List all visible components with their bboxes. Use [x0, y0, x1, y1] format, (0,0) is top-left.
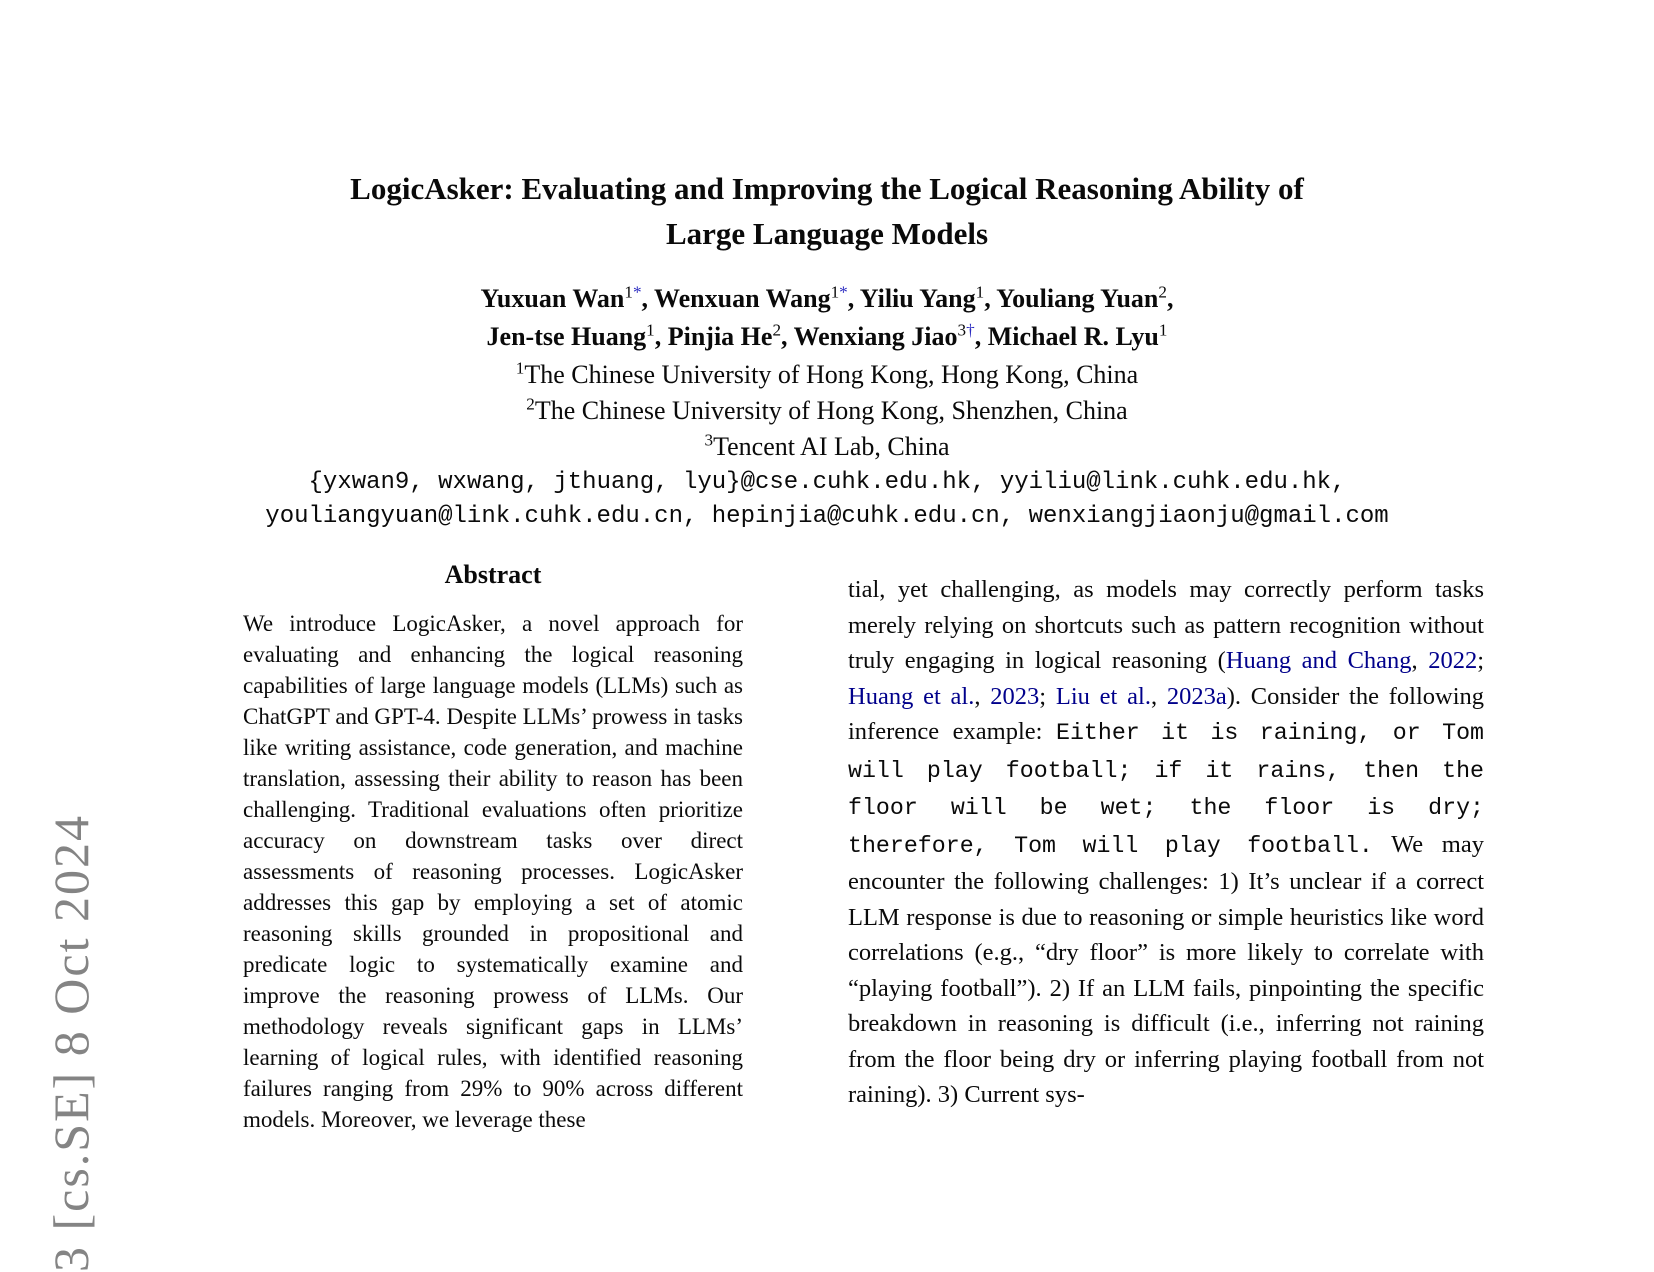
intro-column-paragraph: tial, yet challenging, as models may correctly perform tasks merely relying on shortcuts such as pattern recognition without truly engaging in logical reasoning (Huang and Chang, 2022; Huang et al., 2023; Liu et al., 2023a). Consider the following inference example: Either it is raining, or Tom will play football; if it rains, then the floor will be wet; the floor is dry; therefore, Tom will play football. We may encounter the following challenges: 1) It’s unclear if a correct LLM response is due to reasoning or simple heuristics like word correlations (e.g., “dry floor” is more likely to correlate with “playing football”). 2) If an LLM fails, pinpointing the specific breakdown in reasoning is difficult (i.e., inferring not raining from the floor being dry or inferring playing football from not raining). 3) Current sys-: [848, 576, 1485, 1108]
paper-title-line2: Large Language Models: [665, 216, 989, 251]
author-block: [0, 280, 1654, 356]
citation-link[interactable]: Huang and Chang: [1225, 647, 1412, 674]
author-line-1: Yuxuan Wan$^{1*}$, Wenxuan Wang$^{1*}$, Yiliu Yang$^1$, Youliang Yuan$^2$,: [480, 282, 1174, 313]
affiliation-line-1: $^1$The Chinese University of Hong Kong, Hong Kong, China: [515, 358, 1139, 389]
thanks-marker: †: [966, 320, 975, 340]
abstract-section: [243, 560, 743, 1135]
affiliation-block: [0, 357, 1654, 465]
email-line-2: youliangyuan@link.cuhk.edu.cn, hepinjia@cuhk.edu.cn, wenxiangjiaonju@gmail.com: [265, 503, 1389, 530]
citation-link[interactable]: Huang et al.: [848, 682, 975, 710]
affiliation-line-2: $^2$The Chinese University of Hong Kong, Shenzhen, China: [526, 394, 1128, 425]
citation-link[interactable]: 2022: [1428, 647, 1478, 674]
inline-code-text: Either it is raining, or Tom will play football; if it rains, then the floor will be wet; the floor is dry; therefore, Tom will play football.: [848, 720, 1484, 859]
abstract-heading: Abstract: [444, 560, 542, 589]
email-line-1: {yxwan9, wxwang, jthuang, lyu}@cse.cuhk.edu.hk, yyiliu@link.cuhk.edu.hk,: [308, 469, 1346, 496]
affiliation-line-3: $^3$Tencent AI Lab, China: [704, 430, 950, 461]
paper-title: [0, 166, 1654, 256]
paper-title-line1: LogicAsker: Evaluating and Improving the Logical Reasoning Ability of: [350, 171, 1304, 206]
citation-link[interactable]: 2023: [990, 682, 1040, 710]
abstract-body: We introduce LogicAsker, a novel approach for evaluating and enhancing the logical reasoning capabilities of large language models (LLMs) such as ChatGPT and GPT-4. Despite LLMs’ prowess in tasks like writing assistance, code generation, and machine translation, assessing their ability to reason has been challenging. Traditional evaluations often prioritize accuracy on downstream tasks over direct assessments of reasoning processes. LogicAsker addresses this gap by employing a set of atomic reasoning skills grounded in propositional and predicate logic to systematically examine and improve the reasoning prowess of LLMs. Our methodology reveals significant gaps in LLMs’ learning of logical rules, with identified reasoning failures ranging from 29% to 90% across different models. Moreover, we leverage these: [243, 611, 743, 1132]
email-block: [0, 466, 1654, 534]
arxiv-watermark: 3 [cs.SE] 8 Oct 2024: [43, 814, 99, 1272]
citation-link[interactable]: Liu et al.: [1055, 682, 1151, 710]
thanks-marker: *: [839, 282, 848, 302]
author-line-2: Jen-tse Huang$^1$, Pinjia He$^2$, Wenxiang Jiao$^{3\dagger}$, Michael R. Lyu$^1$: [486, 320, 1168, 351]
thanks-marker: *: [632, 282, 642, 302]
citation-link[interactable]: 2023a: [1166, 682, 1227, 710]
